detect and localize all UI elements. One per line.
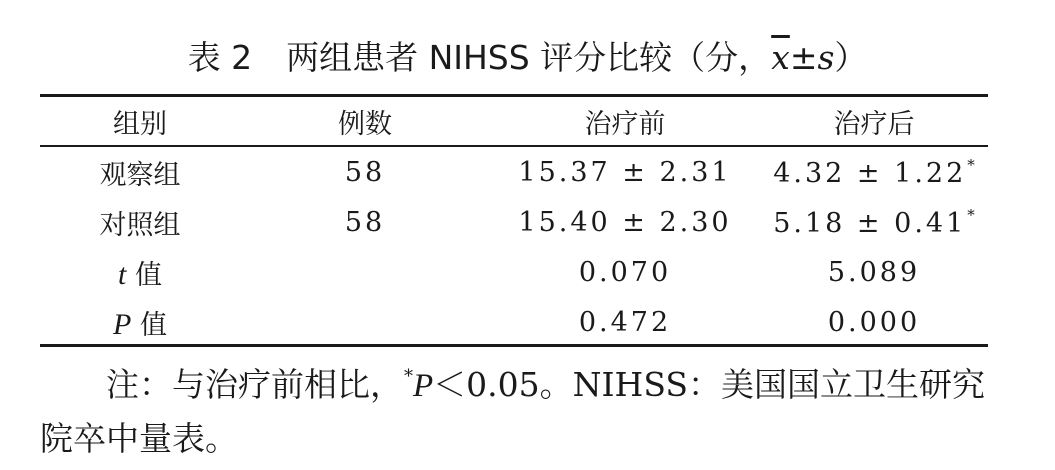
table-number: 表 2 [187,38,253,77]
row-count: 58 [344,206,386,238]
table-row [40,197,988,247]
table-footnote [40,346,1006,417]
table-header-row [40,97,988,145]
row-after-cell [760,197,988,247]
row-after-value: 4.32 ± 1.22 [773,157,967,189]
table-title [0,36,1055,80]
mean-symbol: $\overline{x}$ [771,38,790,77]
row-after-value: 0.000 [827,306,921,338]
row-count [240,247,490,297]
row-label: 对照组 [99,209,181,241]
row-before-value: 15.40 ± 2.30 [518,206,732,238]
header-before: 治疗前 [584,108,666,140]
footnote-p-variable: P [413,368,434,404]
row-before-value: 0.472 [578,306,672,338]
table-footnote-continued: 院卒中量表。 [40,419,238,458]
row-count [240,297,490,347]
row-after-value: 5.089 [827,256,921,288]
table-title-text: 两组患者 NIHSS 评分比较（分， [286,38,772,77]
row-after-value: 5.18 ± 0.41 [773,207,967,239]
row-before-value: 0.070 [578,256,672,288]
table-row [40,247,988,297]
plus-minus-symbol: ± [789,38,818,77]
row-after-cell [760,145,988,197]
significance-mark: * [967,155,975,174]
header-group: 组别 [113,108,167,140]
footnote-star: * [404,366,413,387]
title-close-paren: ） [834,38,868,77]
row-count: 58 [344,156,386,188]
row-label [40,297,240,347]
row-label [40,247,240,297]
row-label-suffix: 值 [126,259,162,291]
significance-mark: * [967,205,975,224]
table-row [40,145,988,197]
nihss-score-table [40,97,988,347]
table-row [40,297,988,347]
t-variable: t [118,257,127,291]
row-label: 观察组 [99,159,181,191]
row-before-value: 15.37 ± 2.31 [518,156,732,188]
p-variable: P [113,307,132,341]
footnote-prefix: 注：与治疗前相比， [106,365,403,404]
row-label-suffix: 值 [131,309,167,341]
footnote-condition: ＜0.05。NIHSS：美国国立卫生研究 [433,365,985,404]
header-after: 治疗后 [833,108,915,140]
header-count: 例数 [338,108,392,140]
sd-symbol: s [817,38,835,77]
